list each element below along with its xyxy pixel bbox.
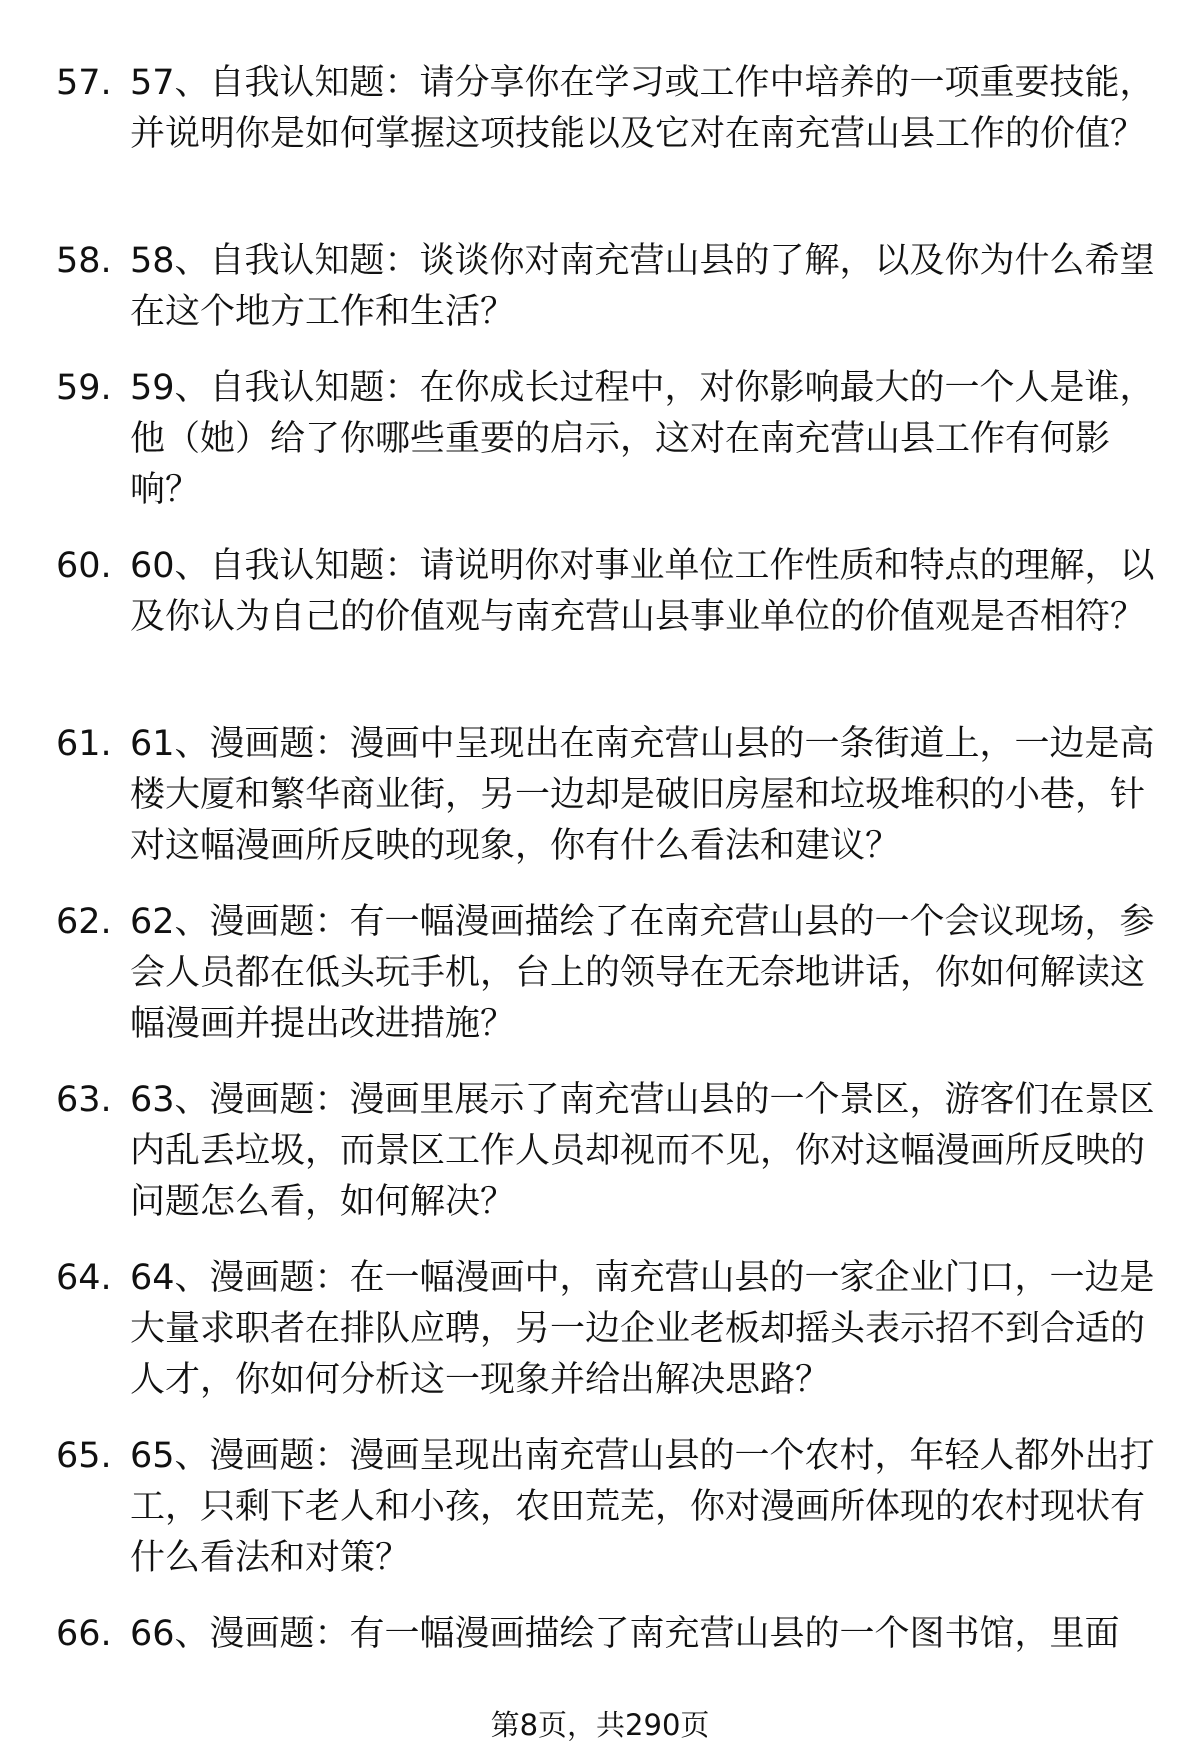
question-item-58: [56, 236, 1156, 338]
question-text: 63、漫画题：漫画里展示了南充营山县的一个景区，游客们在景区内乱丢垃圾，而景区工作人员却视而不见，你对这幅漫画所反映的问题怎么看，如何解决？: [130, 1080, 1155, 1222]
question-text: 62、漫画题：有一幅漫画描绘了在南充营山县的一个会议现场，参会人员都在低头玩手机，台上的领导在无奈地讲话，你如何解读这幅漫画并提出改进措施？: [130, 902, 1155, 1044]
question-number: 59.: [56, 368, 112, 408]
question-text: 65、漫画题：漫画呈现出南充营山县的一个农村，年轻人都外出打工，只剩下老人和小孩，农田荒芜，你对漫画所体现的农村现状有什么看法和对策？: [130, 1436, 1155, 1578]
question-item-66: [56, 1609, 1156, 1660]
question-item-61: [56, 719, 1156, 872]
question-item-64: [56, 1253, 1156, 1406]
question-number: 64.: [56, 1258, 112, 1298]
question-number: 58.: [56, 241, 112, 281]
question-number: 63.: [56, 1080, 112, 1120]
question-number: 57.: [56, 63, 112, 103]
question-text: 66、漫画题：有一幅漫画描绘了南充营山县的一个图书馆，里面: [130, 1614, 1120, 1654]
question-text: 61、漫画题：漫画中呈现出在南充营山县的一条街道上，一边是高楼大厦和繁华商业街，另一边却是破旧房屋和垃圾堆积的小巷，针对这幅漫画所反映的现象，你有什么看法和建议？: [130, 724, 1155, 866]
question-item-60: [56, 541, 1156, 694]
question-text: 57、自我认知题：请分享你在学习或工作中培养的一项重要技能，并说明你是如何掌握这项技能以及它对在南充营山县工作的价值？: [130, 63, 1155, 154]
question-text: 60、自我认知题：请说明你对事业单位工作性质和特点的理解，以及你认为自己的价值观与南充营山县事业单位的价值观是否相符？: [130, 546, 1155, 637]
question-item-57: [56, 58, 1156, 211]
question-item-62: [56, 897, 1156, 1050]
question-number: 61.: [56, 724, 112, 764]
question-item-59: [56, 363, 1156, 516]
question-number: 60.: [56, 546, 112, 586]
question-text: 59、自我认知题：在你成长过程中，对你影响最大的一个人是谁，他（她）给了你哪些重要的启示，这对在南充营山县工作有何影响？: [130, 368, 1155, 510]
question-text: 58、自我认知题：谈谈你对南充营山县的了解，以及你为什么希望在这个地方工作和生活？: [130, 241, 1155, 332]
question-number: 62.: [56, 902, 112, 942]
question-item-65: [56, 1431, 1156, 1584]
question-text: 64、漫画题：在一幅漫画中，南充营山县的一家企业门口，一边是大量求职者在排队应聘，另一边企业老板却摇头表示招不到合适的人才，你如何分析这一现象并给出解决思路？: [130, 1258, 1155, 1400]
question-item-63: [56, 1075, 1156, 1228]
question-number: 65.: [56, 1436, 112, 1476]
question-number: 66.: [56, 1614, 112, 1654]
question-list: [56, 58, 1156, 1660]
page-footer: 第8页，共290页: [490, 1708, 710, 1742]
